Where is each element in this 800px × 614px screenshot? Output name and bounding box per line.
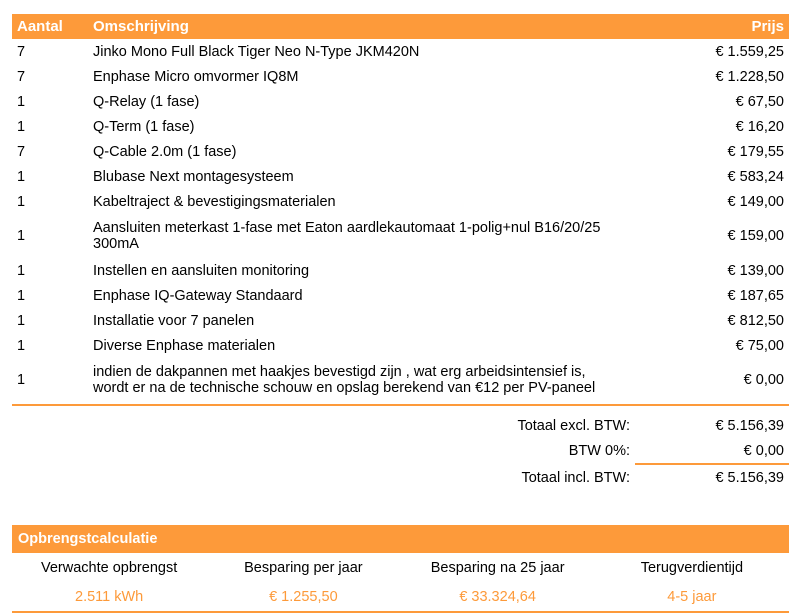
row-qty: 1: [17, 372, 26, 388]
row-price: € 812,50: [727, 312, 784, 329]
row-price: € 139,00: [727, 262, 784, 279]
row-price: € 149,00: [727, 193, 784, 210]
row-desc: Installatie voor 7 panelen: [93, 312, 255, 329]
row-price: € 187,65: [727, 287, 784, 304]
total-excl-value: € 5.156,39: [715, 417, 784, 434]
calc-col-savings-25-years: [401, 553, 595, 611]
row-qty: 1: [17, 168, 26, 185]
calc-label: Besparing per jaar: [244, 560, 363, 576]
row-qty: 1: [17, 228, 26, 244]
total-excl-label: Totaal excl. BTW:: [517, 417, 630, 434]
table-row: [12, 64, 789, 89]
table-row: [12, 164, 789, 189]
row-qty: 7: [17, 68, 26, 85]
row-price: € 0,00: [743, 372, 784, 388]
row-desc-line1: indien de dakpannen met haakjes bevestigd zijn , wat erg arbeidsintensief is,: [93, 364, 586, 380]
row-desc-line2: wordt er na de technische schouw en opslag berekend van €12 per PV-paneel: [93, 380, 596, 396]
row-desc: Enphase IQ-Gateway Standaard: [93, 287, 303, 304]
btw-row: [440, 438, 789, 463]
row-desc: Instellen en aansluiten monitoring: [93, 262, 310, 279]
row-qty: 1: [17, 312, 26, 329]
table-row: [12, 89, 789, 114]
yield-calculation-grid: [12, 553, 789, 611]
table-row: [12, 139, 789, 164]
row-price: € 75,00: [735, 337, 784, 354]
calc-col-savings-per-year: [206, 553, 400, 611]
table-header: [12, 14, 789, 39]
row-desc: Blubase Next montagesysteem: [93, 168, 294, 185]
row-price: € 179,55: [727, 143, 784, 160]
calc-value: 2.511 kWh: [75, 589, 144, 605]
row-price: € 67,50: [735, 93, 784, 110]
calc-value: € 33.324,64: [459, 589, 536, 605]
row-desc: Q-Cable 2.0m (1 fase): [93, 143, 237, 160]
calc-col-payback-period: [595, 553, 789, 611]
total-incl-row: [440, 465, 789, 490]
table-row: [12, 214, 789, 258]
table-row: [12, 189, 789, 214]
table-row: [12, 283, 789, 308]
row-price: € 1.228,50: [715, 68, 784, 85]
row-desc: Enphase Micro omvormer IQ8M: [93, 68, 299, 85]
quote-table: [12, 14, 789, 406]
row-price: € 16,20: [735, 118, 784, 135]
calc-value: € 1.255,50: [269, 589, 338, 605]
calc-value: 4-5 jaar: [667, 589, 717, 605]
row-desc-line1: Aansluiten meterkast 1-fase met Eaton aardlekautomaat 1-polig+nul B16/20/25: [93, 220, 601, 236]
table-row: [12, 308, 789, 333]
row-qty: 1: [17, 337, 26, 354]
row-desc: Jinko Mono Full Black Tiger Neo N-Type JKM420N: [93, 43, 420, 60]
row-desc: [93, 220, 634, 252]
header-desc: Omschrijving: [93, 18, 189, 35]
row-qty: 7: [17, 143, 26, 160]
table-row: [12, 333, 789, 358]
row-qty: 1: [17, 262, 26, 279]
row-qty: 1: [17, 118, 26, 135]
row-desc: Diverse Enphase materialen: [93, 337, 276, 354]
header-price: Prijs: [751, 18, 784, 35]
table-bottom-divider: [12, 404, 789, 406]
table-row: [12, 358, 789, 402]
row-qty: 1: [17, 93, 26, 110]
row-price: € 159,00: [727, 228, 784, 244]
row-price: € 1.559,25: [715, 43, 784, 60]
row-qty: 1: [17, 287, 26, 304]
total-incl-label: Totaal incl. BTW:: [521, 469, 630, 486]
row-desc: Q-Term (1 fase): [93, 118, 195, 135]
calc-label: Terugverdientijd: [640, 560, 744, 576]
yield-calculation-title: Opbrengstcalculatie: [12, 525, 789, 553]
table-row: [12, 258, 789, 283]
total-excl-row: [440, 413, 789, 438]
header-qty: Aantal: [17, 18, 63, 35]
table-row: [12, 39, 789, 64]
row-desc: Q-Relay (1 fase): [93, 93, 200, 110]
table-row: [12, 114, 789, 139]
row-desc: Kabeltraject & bevestigingsmaterialen: [93, 193, 336, 210]
yield-calculation: [12, 525, 789, 613]
calc-bottom-divider: [12, 611, 789, 613]
btw-label: BTW 0%:: [568, 442, 630, 459]
row-desc-line2: 300mA: [93, 236, 139, 252]
calc-label: Besparing na 25 jaar: [430, 560, 565, 576]
calc-label: Verwachte opbrengst: [41, 560, 178, 576]
total-incl-value: € 5.156,39: [715, 469, 784, 486]
row-qty: 7: [17, 43, 26, 60]
btw-value: € 0,00: [743, 442, 784, 459]
row-desc: [93, 364, 634, 396]
row-qty: 1: [17, 193, 26, 210]
calc-col-expected-yield: [12, 553, 206, 611]
row-price: € 583,24: [727, 168, 784, 185]
totals-block: [440, 413, 789, 490]
